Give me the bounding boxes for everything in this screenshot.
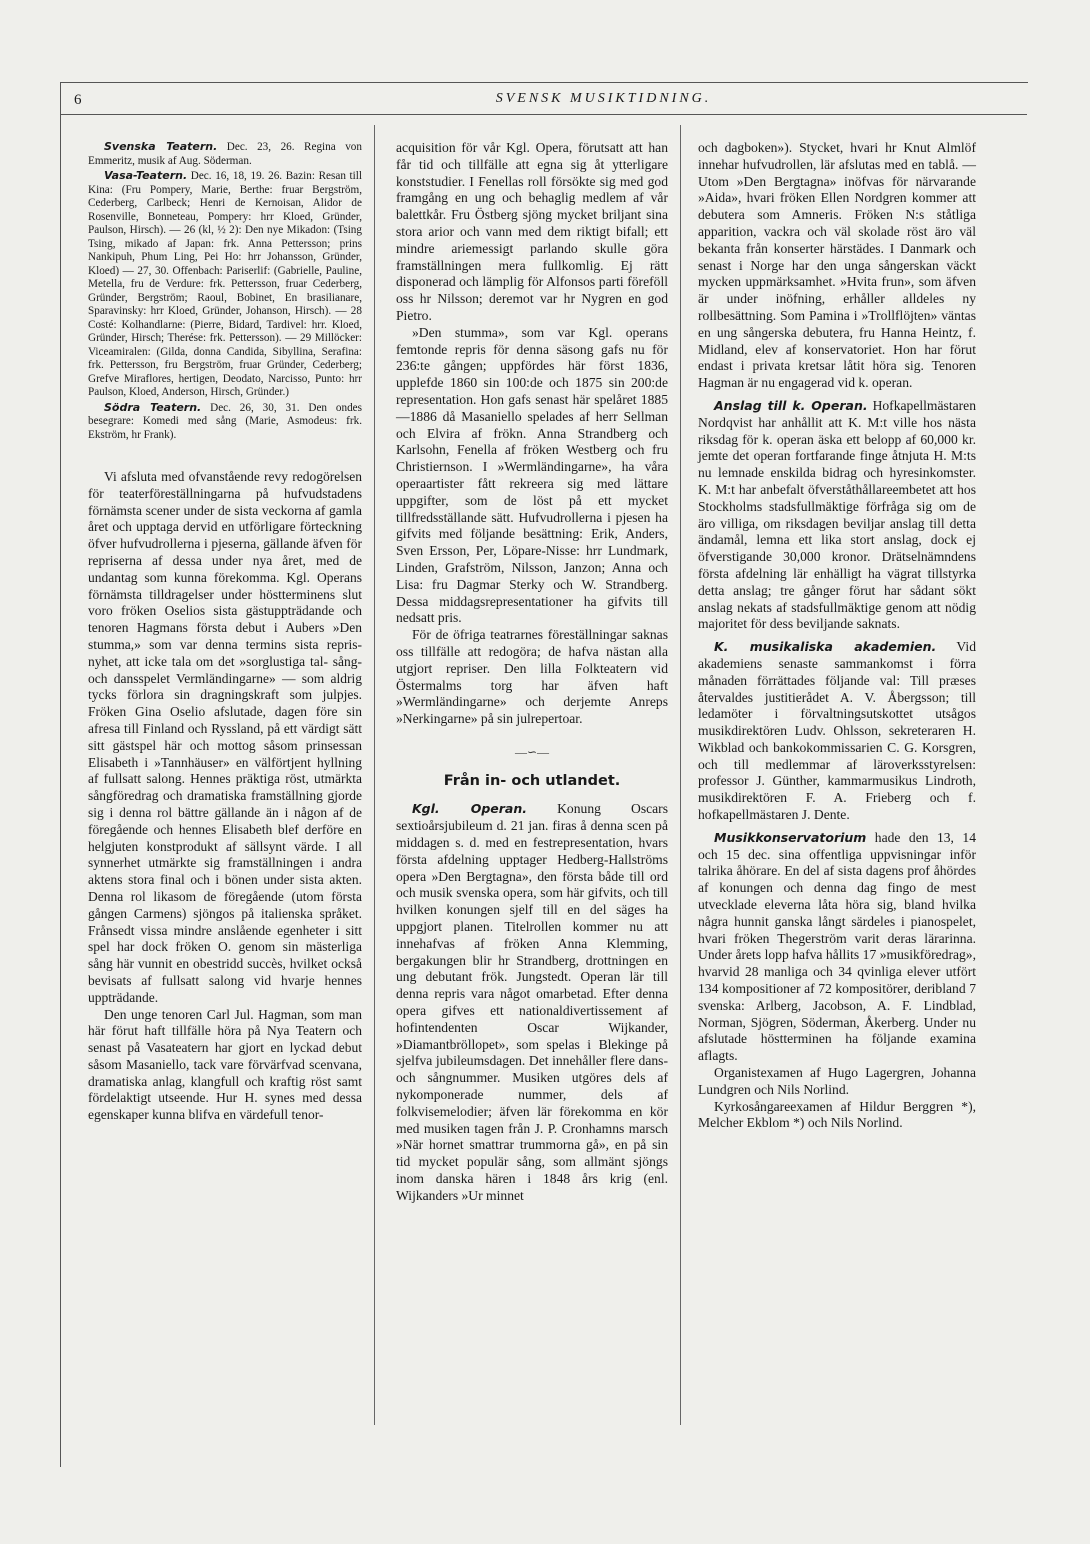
article-paragraph: Den unge tenoren Carl Jul. Hagman, som man här förut haft tillfälle höra på Nya Teatern och senast på Vasateatern har gjort en lyckad debut såsom Masaniello, tack vare förvärfvad scenvana, dramatiska anlag, klangfull och kraftig röst samt fördelaktigt utseende. Hur H. synes med dessa egenskaper kunna blifva en värdefull tenor- [88,1006,362,1123]
article-paragraph: acquisition för vår Kgl. Opera, förutsatt att han får tid och tillfälle att egna sig åt ytterligare konststudier. I Fenellas roll försökte sig med god framgång en ung och behaglig medlem af vår balettkår. Fru Östberg sjöng mycket briljant sina stora arior och vann med dem riktigt bifall; ett mindre ariemessigt parlando skulle göra framställningen mera fullkomlig. Ej rätt disponerad och lämplig för Alfonsos parti föreföll oss hr Nilsson; deremot var hr Nygren en god Pietro. [396,140,668,323]
article-paragraph: Organistexamen af Hugo Lagergren, Johanna Lundgren och Nils Norlind. [698,1065,976,1097]
article-paragraph: Vi afsluta med ofvanstående revy redogörelsen för teaterföreställningarna på hufvudstadens förnämsta scener under de sista veckorna af gamla året och upptaga dervid en utförligare förteckning öfver hufvudrollerna i pjeserna, gällande äfven för repriserna af dessa under nya året, med de undantag som kunna förekomma. Kgl. Operans förnämsta tilldragelser under höstterminens slut voro fröken Oselios sista gästuppträdande och tenoren Hagmans första debut i Aubers »Den stumma,» som var denna termins sista repris-nyhet, att icke tala om det »sorglustiga tal- sång- och dansspelet Vermländingarne» — som aldrig tycks förlora sin dragningskraft som julpjes. Fröken Gina Oselio afslutade, dagen före sin afresa till Finland och Ryssland, på ett värdigt sätt sitt gästspel här och mottog såsom prinsessan Elisabeth i »Tannhäuser» en välförtjent hyllning af fullsatt salong. Hennes präktiga röst, utmärkta sångföredrag och dramatiska framställning gjorde sig i denna rol bättre gällande än i någon af de föregående och hennes Elisabeth blef derföre en helgjuten konstprodukt af sällsynt värde. I all synnerhet utmärkte sig framställningen i andra aktens stora final och i bönen under sista akten. Denna rol likasom de föregående (utom första gången Carmens) sjöngos på italienska språket. Frånsedt vissa mindre anslående egenheter i sitt spel har dock fröken O. genom sin mästerliga sång här vunnit en obestridd succès, hvilket också bevisats af fullsatt salong vid hvarje hennes uppträdande. [88,469,362,1005]
article-paragraph: För de öfriga teatrarnes föreställningar saknas oss tillfälle att redogöra; de hafva nästan alla utgjort repriser. Den lilla Folkteatern vid Östermalms torg har äfven haft »Wermländingarne» och derjemte Anreps »Nerkingarne» på sin julrepertoar. [396,627,668,727]
column-rule-right [680,125,681,1425]
column-rule-left [374,125,375,1425]
listing-entry: Södra Teatern. Dec. 26, 30, 31. Den ondes besegrare: Komedi med sång (Marie, Asmodeus: frk. Ekström, hr Frank). [88,400,362,441]
article-paragraph: och dagboken»). Stycket, hvari hr Knut Almlöf innehar hufvudrollen, lär afslutas med en tablå. — Utom »Den Bergtagna» inöfvas för närvarande »Aida», hvari fröken Ellen Nordgren kommer att debutera som Amneris. Fröken N:s ståtliga apparition, vackra och väl skolade röst äro väl bekanta från konserter härstädes. I Danmark och senast i Norge har den unga sångerskan väckt mycken uppmärksamhet. »Hvita frun», som äfven är under inöfning, erhåller alldeles ny rollbesättning. Som Pamina i »Trollflöjten» väntas en ung sångerska debutera, fru Hanna Heintz, f. Midland, elev af konservatoriet. Hon har förut endast i privata kretsar låtit höra sig. Tenoren Hagman är nu engagerad vid k. operan. [698,140,976,391]
theatre-listings [88,140,362,442]
listing-entry: Vasa-Teatern. Dec. 16, 18, 19. 26. Bazin: Resan till Kina: (Fru Pompery, Marie, Berthe: fruar Bergström, Cederberg, Carlbeck; Henri de Kernoisan, Alidor de Rosenville, Bonneteau, Pompery: hrr Kloed, Gründer, Paulson, Hirsch). — 26 (kl, ½ 2): Den nye Mikadon: (Tsing Tsing, mikado af Japan: frk. Anna Pettersson; prins Nankipuh, Phum Ling, Pei Ho: hrr Johansson, Gründer, Kloed) — 27, 30. Offenbach: Pariserlif: (Gabrielle, Pauline, Metella, fru de Verdure: frk. Pettersson, fruar Cederberg, Gründer, Bergström; Raoul, Bobinet, En brasilianare, Sparavinsky: hrr Kloed, Gründer, Johanson, Hirsch). — 28 Costé: Kolhandlarne: (Pierre, Bidard, Tardivel: hrr. Kloed, Gründer, Hirsch; Therése: frk. Pettersson). — 29 Millöcker: Viceamiralen: (Gilda, donna Candida, Sibyllina, Serafina: frk. Pettersson, fru Bergström, fruar Gründer, Cederberg; Grefve Miraflores, hertigen, Deodato, Narcisso, Punto: hrr Paulson, Kloed, Anderson, Hirsch, Gründer.) [88,169,362,398]
listing-entry: Svenska Teatern. Dec. 23, 26. Regina von Emmeritz, musik af Aug. Söderman. [88,140,362,167]
column-1 [88,140,362,1124]
column-3 [698,140,976,1132]
news-entry: Kgl. Operan. Konung Oscars sextioårsjubileum d. 21 jan. firas å denna scen på middagen s. d. med en festrepresentation, hvars första afdelning upptager Hedberg-Hallströms opera »Den Bergtagna», den första både till ord och musik svenska opera, som här gifvits, och till hvilken konungen sjelf till en del säges ha uppgjort planen. Titelrollen kommer nu att innehafvas af fröken Anna Klemming, bergakungen blir hr Strandberg, drottningen en ung debutant frök. Jungstedt. Operan lär till denna repris vara något omarbetad. Efter denna opera gifves ett nationaldivertissement af hofintendenten Oscar Wijkander, »Diamantbröllopet», som spelas i Blekinge på sjelfva jubileumsdagen. Det innehåller flere dans- och sångnummer. Musiken utgöres dels af nykomponerade nummer, dels af folkvisemelodier; äfven lär förekomma en kör med musiken tagen från J. P. Cronhamns marsch »När hornet smattrar trummorna gå», en på sin tid mycket populär sång, som allmänt sjöngs inom danska hären i 1848 års krig (enl. Wijkanders »Ur minnet [396,801,668,1203]
article-paragraph: Kyrkosångareexamen af Hildur Berggren *), Melcher Ekblom *) och Nils Norlind. [698,1098,976,1131]
news-entry: Musikkonservatorium hade den 13, 14 och 15 dec. sina offentliga uppvisningar inför talrika åhörare. En del af sista dagens prof åhördes af konungen och denna dag fingo de mest utvecklade eleverna låta höra sig, bland hvilka några hunnit ganska långt särdeles i pianospelet, hvari fröken Thegerström varit deras lärarinna. Under årets lopp hafva hållits 17 »musikföredrag», hvarvid 28 manliga och 34 qvinliga elever utfört 134 kompositioner af 72 kompositörer, deribland 7 svenska: Arlberg, Jacobson, A. F. Lindblad, Norman, Sjögren, Söderman, Åkerberg. Under nu afslutade höstterminen ha följande examina aflagts. [698,829,976,1064]
section-heading: Från in- och utlandet. [443,772,621,789]
news-entry: Anslag till k. Operan. Hofkapellmästaren Nordqvist har anhållit att K. M:t ville hos nästa riksdag för k. operan äska ett belopp af 60,000 kr. jemte det operan fortfarande finge åtnjuta H. M:ts nu lemnade enskilda bidrag och hyresinkomster. K. M:t har anbefalt öfverståthållareembetet att hos Stockholms stadsfullmäktige förfråga sig om de äro villiga, om riksdagen beviljar anslag till detta ändamål, lemna ett lika stort anslag, dock ej öfverstigande 30,000 kronor. Drätselnämndens första afdelning lär enhälligt ha vägrat tillstyrka detta anslag; tre gånger förut har sådant sökt anslag nekats af stadsfullmäktige genom att nödig majoritet för dess beviljande saknats. [698,397,976,632]
news-entry: K. musikaliska akademien. Vid akademiens senaste sammankomst i förra månaden förrättades följande val: Till præses återvaldes justitierådet A. V. Åbergsson; till ledamöter i förvaltningsutskottet utsågos musikdirektören Ludv. Ohlsson, sekreteraren H. Wikblad och bankokommissarien C. G. Korsgren, och till medlemmar af läroverksstyrelsen: professor J. Günther, kammarmusikus Lindroth, musikdirektören F. A. Frieberg och f. hofkapellmästaren J. Dente. [698,639,976,823]
running-head: SVENSK MUSIKTIDNING. [495,91,712,106]
article-paragraph: »Den stumma», som var Kgl. operans femtonde repris för denna säsong gafs nu för 236:te gången; uppfördes här först 1836, upplefde 1860 sin 100:de och 1875 sin 200:de representation. Hon gafs senast här spelåret 1885—1886 då Masaniello spelades af herr Sellman och Elvira af frökn. Anna Strandberg och Karlsohn, Fenella af fröken Westberg och fru Christiernson. I »Wermländingarne», ha våra operaartister fått rekreera sig med lättare uppgifter, som de löst på ett mycket tillfredsställande sätt. Hufvudrollerna i pjesen ha gifvits med följande besättning: Erik, Anders, Sven Ersson, Per, Löpare-Nisse: hrr Lundmark, Linden, Grafström, Nilsson, Janzon; Anna och Lisa: fru Dagmar Sterky och W. Strandberg. Dessa middagsrepresentationer ha gifvits till nedsatt pris. [396,324,668,626]
page-header [60,90,1027,115]
section-divider: —∽— [514,744,550,759]
page-number: 6 [74,92,82,108]
column-2 [396,140,668,1205]
